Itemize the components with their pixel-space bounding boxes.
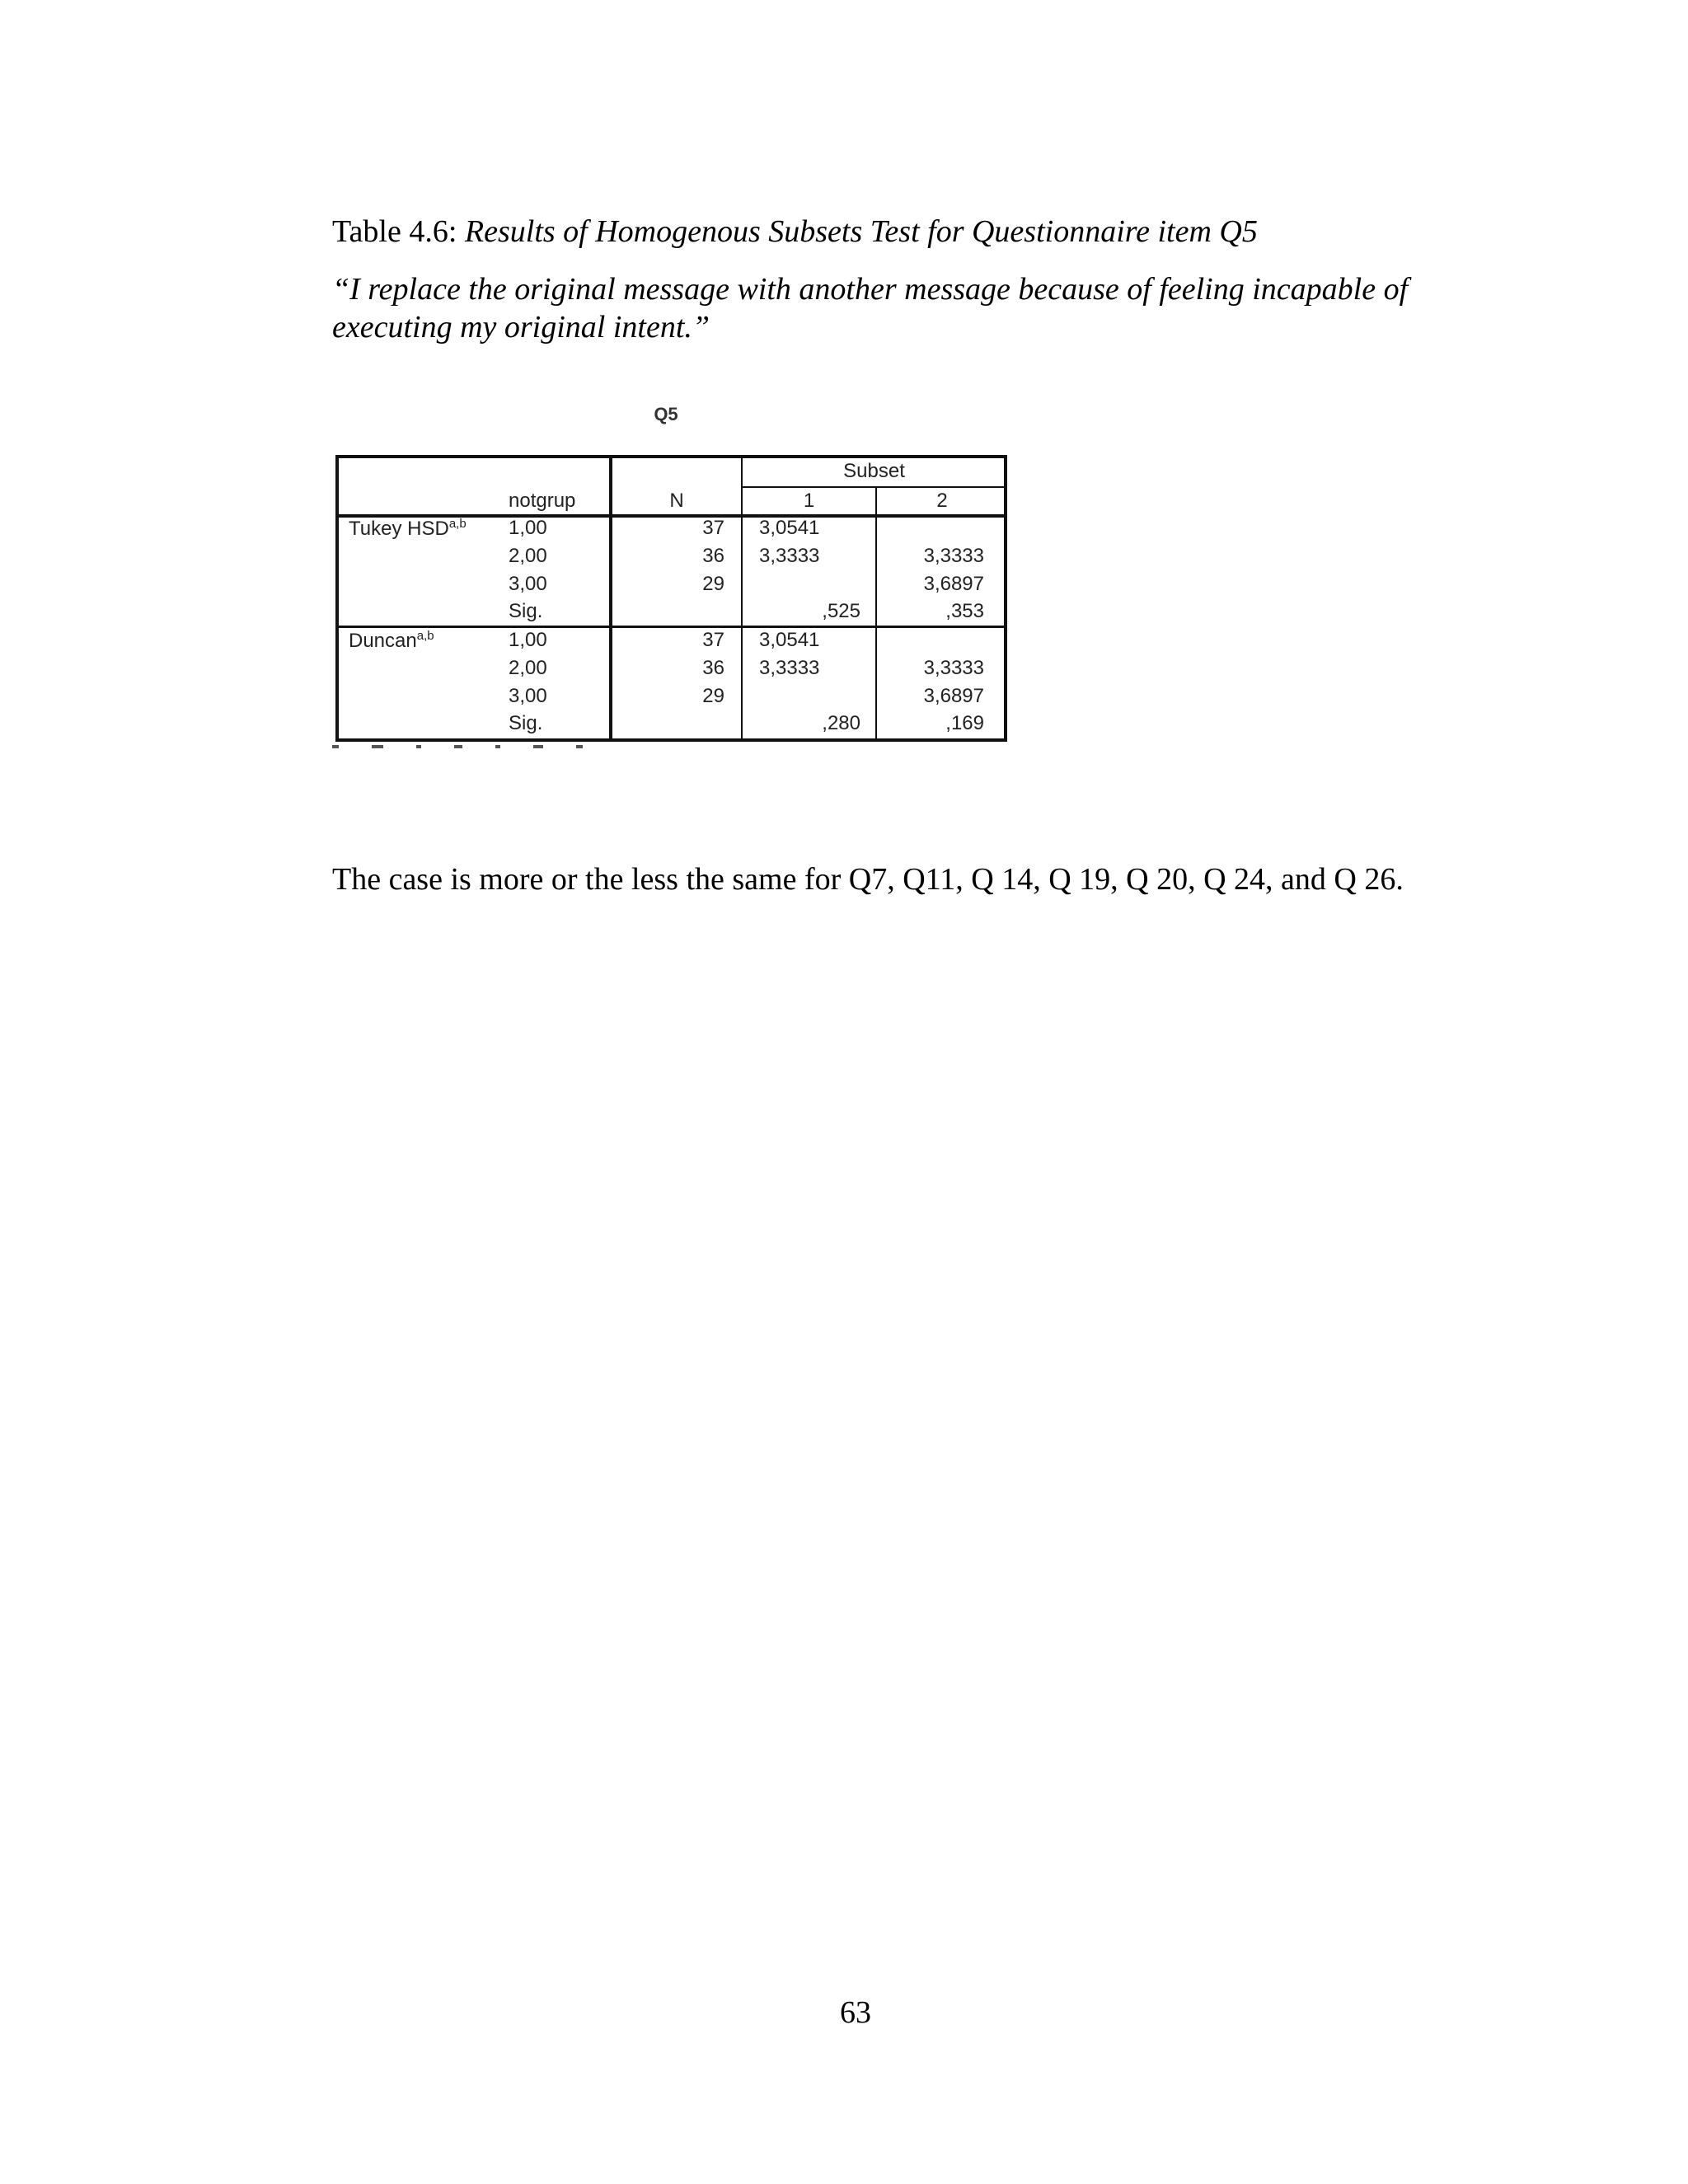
caption-label: Table 4.6: xyxy=(332,214,465,249)
n-header: N xyxy=(669,490,684,512)
table-caption xyxy=(332,213,1437,251)
method-divider xyxy=(339,626,1007,628)
table-row-n: 29 xyxy=(702,685,724,707)
page-number: 63 xyxy=(840,1995,871,2030)
duncan-label-text: Duncan xyxy=(349,630,417,652)
duncan-label xyxy=(349,629,434,653)
figure-title: Q5 xyxy=(654,404,678,424)
subset-header: Subset xyxy=(843,460,905,482)
subset-header-divider xyxy=(741,486,1007,488)
body-paragraph: The case is more or the less the same for Q7, Q11, Q 14, Q 19, Q 20, Q 24, and Q 26. xyxy=(332,862,1404,897)
table-row-group: 2,00 xyxy=(509,657,547,679)
table-row-group: 1,00 xyxy=(509,517,547,539)
tukey-label-text: Tukey HSD xyxy=(349,518,449,540)
table-row-group: 2,00 xyxy=(509,545,547,567)
table-row-group: 3,00 xyxy=(509,573,547,595)
caption-title: Results of Homogenous Subsets Test for Questionnaire item Q5 xyxy=(464,214,1258,249)
table-row-subset-2: ,353 xyxy=(945,600,984,622)
spss-output-figure xyxy=(332,396,1008,783)
table-row-group: 1,00 xyxy=(509,629,547,651)
homogeneous-subsets-table xyxy=(335,455,1007,742)
questionnaire-quote: “I replace the original message with another message because of feeling incapable of executing my original intent.” xyxy=(332,272,1409,344)
table-row-subset-1: 3,3333 xyxy=(759,545,820,567)
table-row-subset-1: 3,0541 xyxy=(759,629,820,651)
table-row-subset-2: 3,6897 xyxy=(923,685,984,707)
table-row-subset-2: 3,3333 xyxy=(923,545,984,567)
table-row-n: 29 xyxy=(702,573,724,595)
table-row-subset-1: 3,3333 xyxy=(759,657,820,679)
notgrup-header: notgrup xyxy=(509,490,576,512)
table-row-subset-2: ,169 xyxy=(945,712,984,734)
table-row-group: 3,00 xyxy=(509,685,547,707)
table-row-n: 37 xyxy=(702,629,724,651)
table-row-n: 36 xyxy=(702,545,724,567)
table-row-n: 36 xyxy=(702,657,724,679)
table-row-subset-2: 3,3333 xyxy=(923,657,984,679)
table-row-subset-1: ,280 xyxy=(822,712,860,734)
tukey-label-sup: a,b xyxy=(448,517,467,531)
duncan-label-sup: a,b xyxy=(416,629,434,643)
table-row-n: 37 xyxy=(702,517,724,539)
subset-1-header: 1 xyxy=(803,490,815,512)
cropped-footnote-marks xyxy=(332,745,1008,757)
table-row-subset-1: 3,0541 xyxy=(759,517,820,539)
table-row-subset-1: ,525 xyxy=(822,600,860,622)
table-row-group: Sig. xyxy=(509,712,543,734)
subset-2-header: 2 xyxy=(936,490,948,512)
table-row-subset-2: 3,6897 xyxy=(923,573,984,595)
table-row-group: Sig. xyxy=(509,600,543,622)
tukey-label xyxy=(349,517,467,541)
